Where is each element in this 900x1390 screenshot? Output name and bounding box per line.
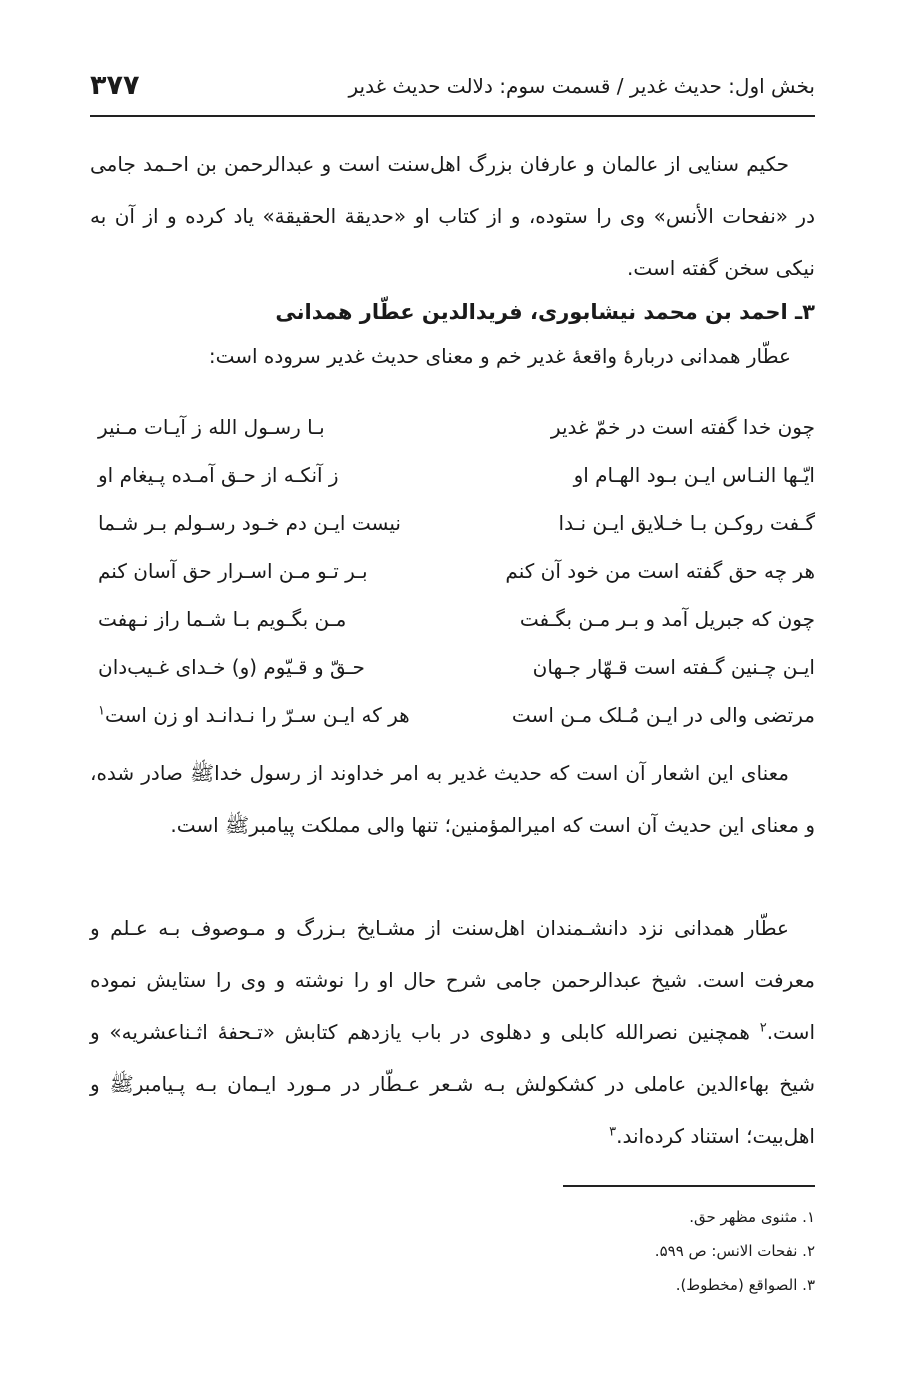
verse-first-hemistich: مرتضی والی در ایـن مُـلک مـن است	[511, 703, 815, 727]
footnote-ref[interactable]: ۱	[98, 703, 105, 719]
footnote: ۱. مثنوی مظهر حق.	[689, 1208, 815, 1226]
poem-verse	[90, 501, 815, 549]
poem	[90, 405, 815, 741]
poem-verse	[90, 453, 815, 501]
verse-first-hemistich: گـفت روکـن بـا خـلایق ایـن نـدا	[558, 511, 815, 535]
poem-intro: عطّار همدانی دربارهٔ واقعهٔ غدیر خم و معنای حدیث غدیر سروده است:	[208, 344, 791, 368]
verse-second-hemistich: بـا رسـول الله ز آیـات مـنیر	[98, 415, 325, 439]
paragraph-attar-part1: عطّار همدانی نزد دانشـمندان اهل‌سنت از مشـایخ بـزرگ و مـوصوف بـه عـلم و معرفت است. شیخ عبدالرحمن جامی شرح حال او را نوشته و وی را ستایش نموده است.	[90, 916, 815, 1044]
book-page	[90, 0, 815, 1390]
paragraph-sanai: حکیم سنایی از عالمان و عارفان بزرگ اهل‌سنت است و عبدالرحمن بن احـمد جامی در «نفحات الأنس» وی را ستوده، و از کتاب او «حدیقة الحقیقة» یاد کرده و از آن به نیکی سخن گفته است.	[90, 152, 815, 280]
page-number: ۳۷۷	[90, 70, 140, 101]
verse-second-hemistich	[98, 693, 433, 737]
footnote: ۳. الصواقع (مخطوط).	[675, 1276, 815, 1294]
poem-verse	[90, 597, 815, 645]
section-heading: ۳ـ احمد بن محمد نیشابوری، فریدالدین عطّار همدانی	[275, 300, 815, 324]
verse-second-text: هر که ایـن سـرّ را نـدانـد او زن است	[104, 703, 410, 727]
footnotes	[90, 1200, 815, 1302]
verse-second-hemistich: حـقّ و قـیّوم (و) خـدای غـیب‌دان	[98, 655, 365, 679]
poem-verse	[90, 693, 815, 741]
header-divider	[90, 115, 815, 117]
poem-verse	[90, 549, 815, 597]
paragraph-attar-part2: همچنین نصرالله کابلی و دهلوی در باب یازدهم کتابش «تـحفهٔ اثـناعشریه» و شیخ بهاءالدین عاملی در کشکولش بـه شـعر عـطّار در مـورد ایـمان بـه پـیامبرﷺ و اهل‌بیت؛ استناد کرده‌اند.	[90, 1020, 815, 1148]
running-header	[90, 70, 815, 112]
verse-first-hemistich: ایـن چـنین گـفته است قـهّار جـهان	[532, 655, 815, 679]
verse-second-hemistich: ز آنکـه از حـق آمـده پـیغام او	[98, 463, 339, 487]
verse-second-hemistich: نیست ایـن دم خـود رسـولم بـر شـما	[98, 511, 401, 535]
footnote-ref[interactable]: ۳	[609, 1124, 617, 1140]
poem-verse	[90, 645, 815, 693]
footnote: ۲. نفحات الانس: ص ۵۹۹.	[654, 1242, 815, 1260]
verse-first-hemistich: چون خدا گفته است در خمّ غدیر	[550, 415, 815, 439]
verse-second-hemistich: بـر تـو مـن اسـرار حق آسان کنم	[98, 559, 368, 583]
paragraph-attar	[90, 902, 815, 1162]
verse-first-hemistich: ایّـها النـاس ایـن بـود الهـام او	[573, 463, 815, 487]
header-title: بخش اول: حدیث غدیر / قسمت سوم: دلالت حدیث غدیر	[348, 74, 815, 98]
verse-first-hemistich: چون که جبریل آمد و بـر مـن بگـفت	[519, 607, 815, 631]
paragraph-meaning: معنای این اشعار آن است که حدیث غدیر به امر خداوند از رسول خداﷺ صادر شده، و معنای این حدیث آن است که امیرالمؤمنین؛ تنها والی مملکت پیامبرﷺ است.	[90, 761, 815, 837]
footnote-ref[interactable]: ۲	[759, 1020, 767, 1036]
footnote-divider	[563, 1185, 815, 1187]
verse-first-hemistich: هر چه حق گفته است من خود آن کنم	[505, 559, 815, 583]
poem-verse	[90, 405, 815, 453]
verse-second-hemistich: مـن بگـویم بـا شـما راز نـهفت	[98, 607, 347, 631]
